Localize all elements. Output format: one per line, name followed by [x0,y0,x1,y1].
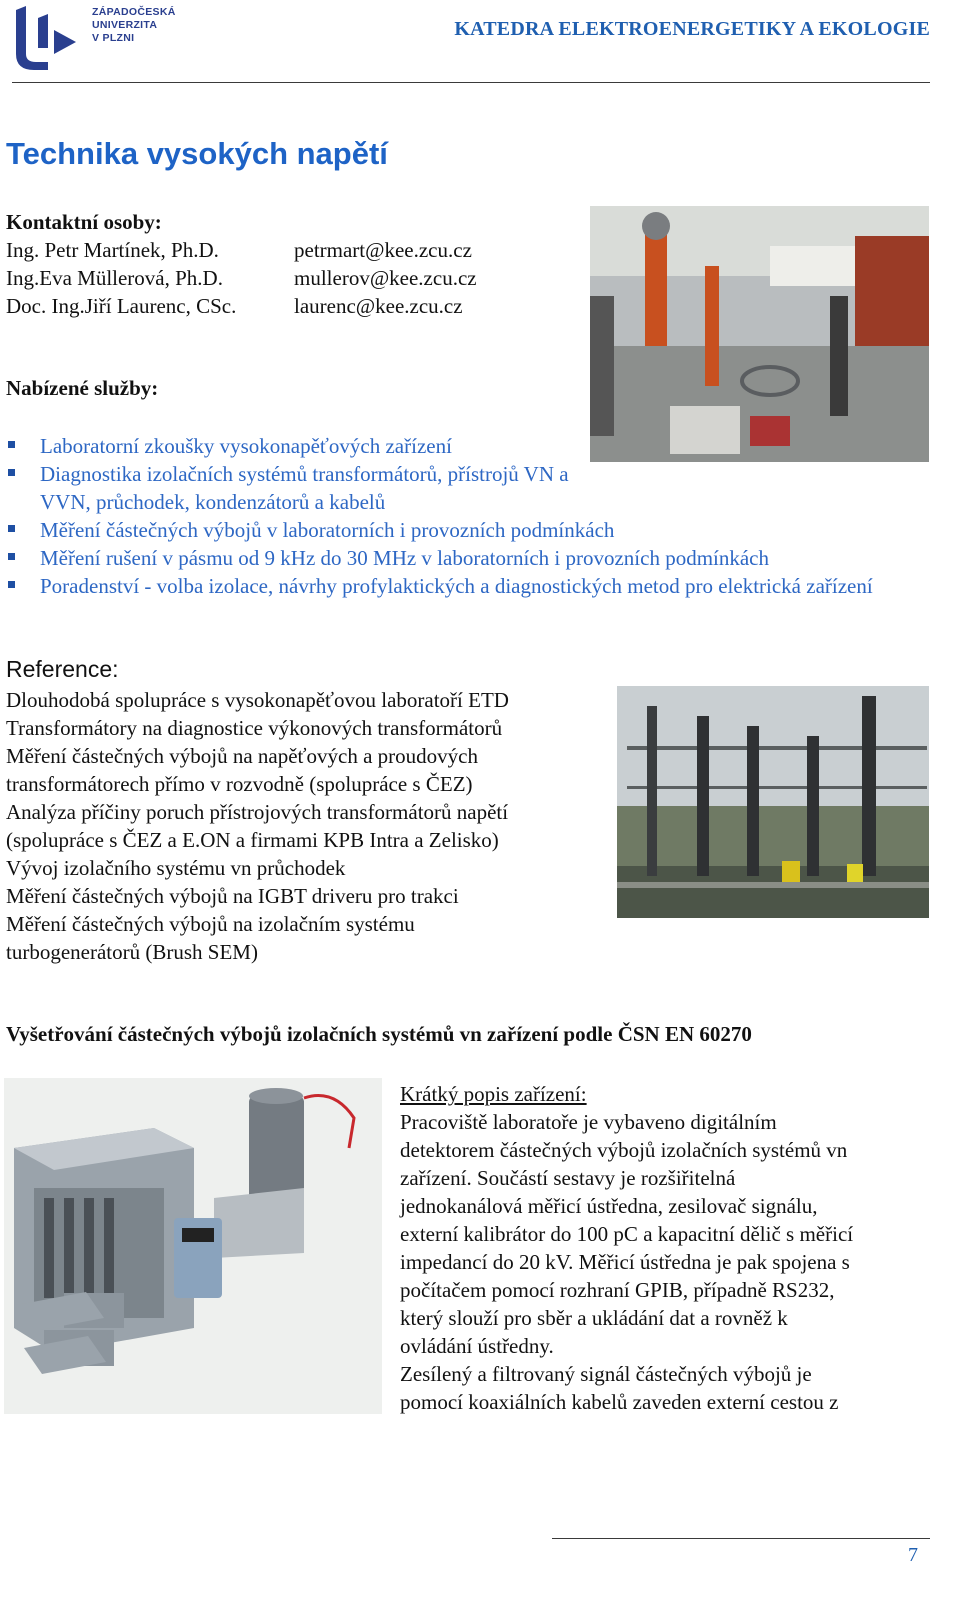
header-divider [12,82,930,83]
logo-line: V PLZNI [92,32,135,44]
device-description [400,1080,940,1416]
reference-line: transformátorech přímo v rozvodně (spolupráce s ČEZ) [6,772,473,796]
list-item: Měření rušení v pásmu od 9 kHz do 30 MHz v laboratorních i provozních podmínkách [6,544,936,572]
description-line: jednokanálová měřicí ústředna, zesilovač signálu, [400,1194,818,1218]
list-item: Poradenství - volba izolace, návrhy profylaktických a diagnostických metod pro elektrická zařízení [6,572,936,600]
reference-heading: Reference: [6,656,119,682]
list-item: Měření částečných výbojů v laboratorních i provozních podmínkách [6,516,936,544]
footer-divider [552,1538,930,1539]
logo-wordmark [92,6,176,45]
logo-line: UNIVERZITA [92,19,158,31]
description-line: Pracoviště laboratoře je vybaveno digitálním [400,1110,777,1134]
logo-line: ZÁPADOČESKÁ [92,6,176,18]
description-line: zařízení. Součástí sestavy je rozšiřitelná [400,1166,736,1190]
description-line: impedancí do 20 kV. Měřicí ústředna je pak spojena s [400,1250,850,1274]
services-list [6,432,936,600]
description-line: který slouží pro sběr a ukládání dat a rovněž k [400,1306,788,1330]
contacts-heading: Kontaktní osoby: [6,210,162,234]
pd-detector-photo [4,1078,382,1414]
substation-photo [617,686,929,918]
list-item: Laboratorní zkoušky vysokonapěťových zařízení [6,432,936,460]
contact-email[interactable]: mullerov@kee.zcu.cz [294,266,477,290]
reference-line: Transformátory na diagnostice výkonových transformátorů [6,716,503,740]
list-item: Diagnostika izolačních systémů transformátorů, přístrojů VN a VVN, průchodek, kondenzátorů a kabelů [6,460,600,516]
description-line: pomocí koaxiálních kabelů zaveden externí cestou z [400,1390,839,1414]
reference-line: turbogenerátorů (Brush SEM) [6,940,258,964]
page-number: 7 [908,1544,918,1566]
contact-name: Doc. Ing.Jiří Laurenc, CSc. [6,294,237,318]
reference-line: Měření částečných výbojů na IGBT driveru pro trakci [6,884,459,908]
reference-line: Analýza příčiny poruch přístrojových transformátorů napětí [6,800,509,824]
description-line: ovládání ústředny. [400,1334,554,1358]
reference-line: Vývoj izolačního systému vn průchodek [6,856,346,880]
reference-line: Dlouhodobá spolupráce s vysokonapěťovou laboratoří ETD [6,688,509,712]
section-heading: Vyšetřování částečných výbojů izolačních systémů vn zařízení podle ČSN EN 60270 [6,1022,752,1046]
contact-name: Ing. Petr Martínek, Ph.D. [6,238,219,262]
contacts-block [6,208,477,320]
university-logo [14,4,78,74]
page-title: Technika vysokých napětí [6,136,388,171]
department-name: KATEDRA ELEKTROENERGETIKY A EKOLOGIE [454,18,930,40]
contact-name: Ing.Eva Müllerová, Ph.D. [6,266,223,290]
description-heading: Krátký popis zařízení: [400,1082,587,1106]
reference-line: Měření částečných výbojů na napěťových a proudových [6,744,478,768]
contact-row [6,264,477,292]
contact-email[interactable]: laurenc@kee.zcu.cz [294,294,463,318]
description-line: externí kalibrátor do 100 pC a kapacitní dělič s měřicí [400,1222,854,1246]
contact-row [6,292,477,320]
contact-row [6,236,477,264]
description-line: detektorem částečných výbojů izolačních systémů vn [400,1138,848,1162]
description-line: počítačem pomocí rozhraní GPIB, případně RS232, [400,1278,835,1302]
contact-email[interactable]: petrmart@kee.zcu.cz [294,238,472,262]
reference-line: (spolupráce s ČEZ a E.ON a firmami KPB Intra a Zelisko) [6,828,499,852]
services-heading: Nabízené služby: [6,376,159,400]
reference-line: Měření částečných výbojů na izolačním systému [6,912,415,936]
reference-list [6,686,606,966]
description-line: Zesílený a filtrovaný signál částečných výbojů je [400,1362,812,1386]
hv-laboratory-photo [590,206,929,462]
